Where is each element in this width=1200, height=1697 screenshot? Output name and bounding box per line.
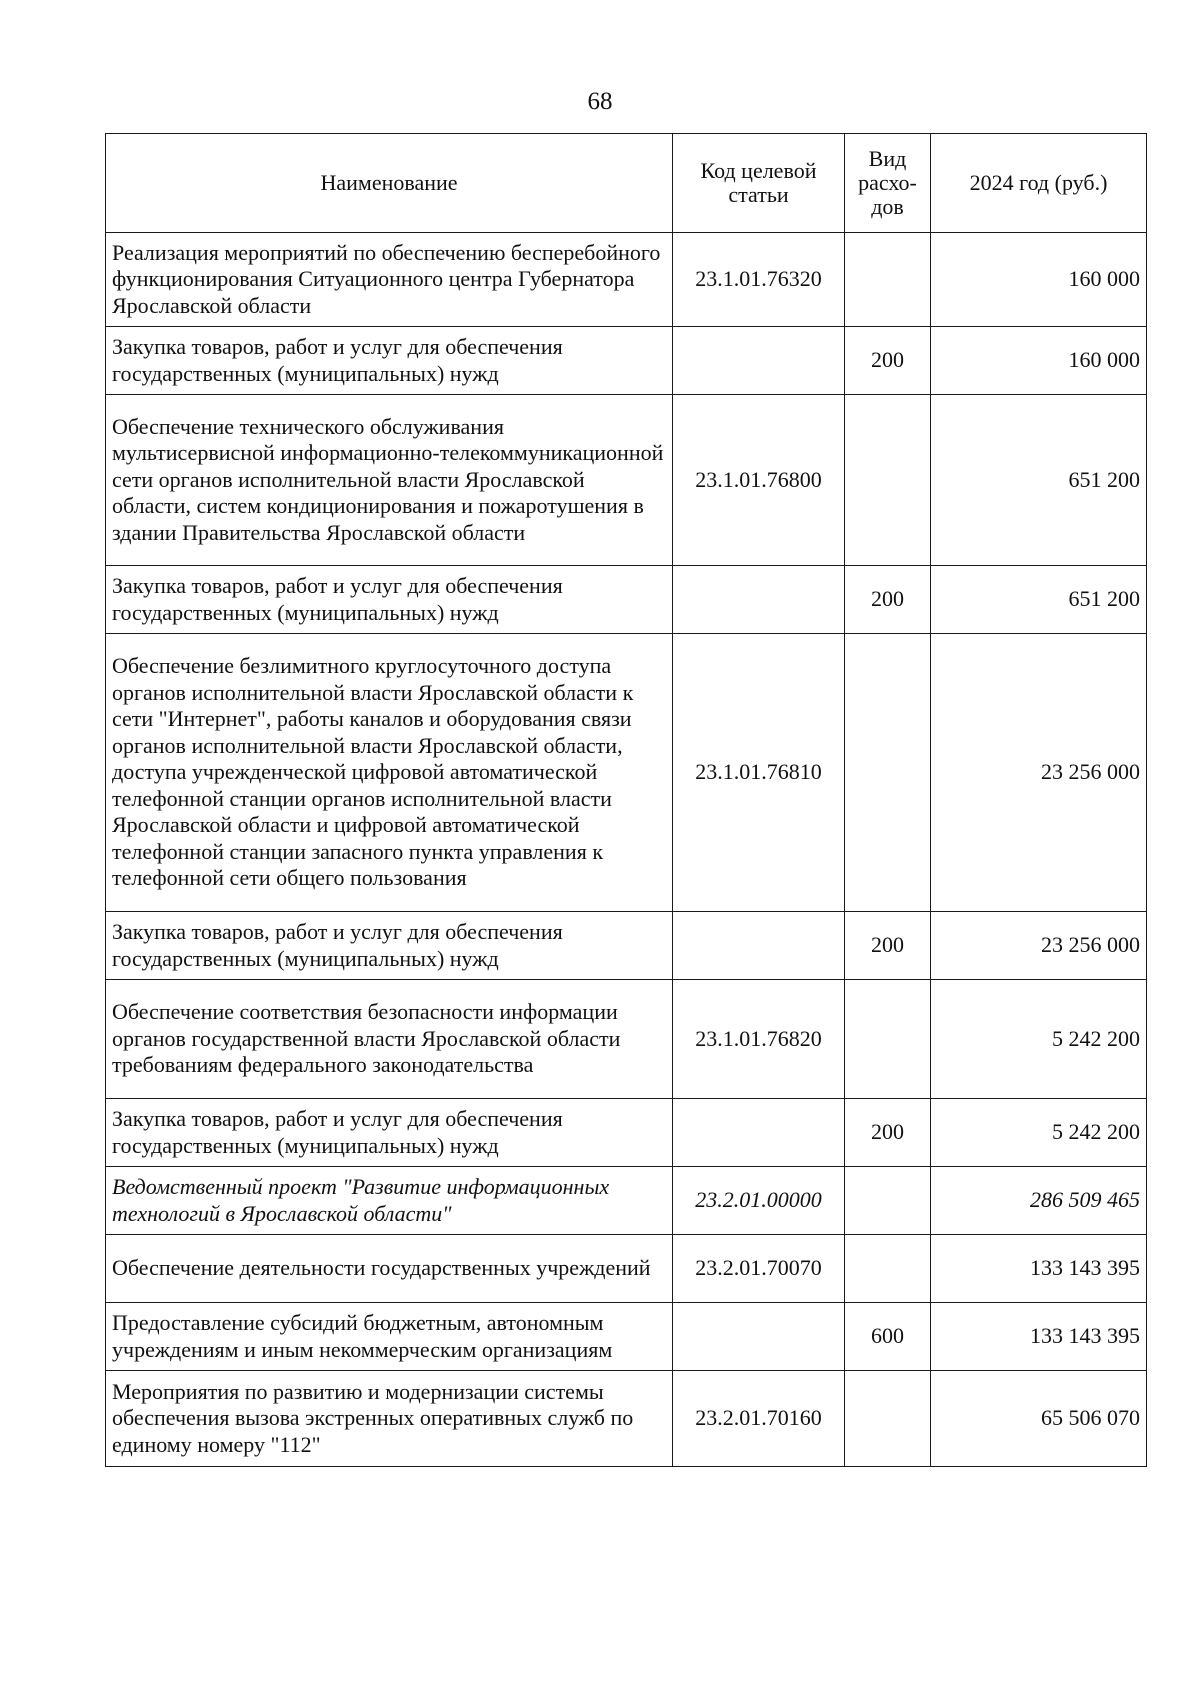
table-row — [106, 1099, 1147, 1167]
row-kind — [845, 233, 931, 327]
header-code: Код целевой статьи — [673, 134, 845, 233]
row-name: Закупка товаров, работ и услуг для обеспечения государственных (муниципальных) нужд — [106, 1099, 673, 1167]
row-name: Ведомственный проект "Развитие информационных технологий в Ярославской области" — [106, 1167, 673, 1235]
row-sum: 286 509 465 — [931, 1167, 1147, 1235]
header-name: Наименование — [106, 134, 673, 233]
row-name: Обеспечение соответствия безопасности информации органов государственной власти Ярославской области требованиям федерального законодательства — [106, 980, 673, 1099]
row-name: Обеспечение безлимитного круглосуточного доступа органов исполнительной власти Ярославской области к сети "Интернет", работы каналов и оборудования связи органов исполнительной власти Ярославской области, доступа учрежденческой цифровой автоматической телефонной станции органов исполнительной власти Ярославской области и цифровой автоматической телефонной станции запасного пункта управления к телефонной сети общего пользования — [106, 634, 673, 912]
row-sum: 23 256 000 — [931, 634, 1147, 912]
row-kind: 200 — [845, 566, 931, 634]
row-name: Закупка товаров, работ и услуг для обеспечения государственных (муниципальных) нужд — [106, 912, 673, 980]
row-code — [673, 327, 845, 395]
row-code: 23.1.01.76800 — [673, 395, 845, 566]
row-name: Мероприятия по развитию и модернизации системы обеспечения вызова экстренных оперативных служб по единому номеру "112" — [106, 1371, 673, 1467]
row-sum: 160 000 — [931, 233, 1147, 327]
row-name: Обеспечение деятельности государственных учреждений — [106, 1235, 673, 1303]
row-kind — [845, 1371, 931, 1467]
row-kind: 200 — [845, 912, 931, 980]
table-header-row — [106, 134, 1147, 233]
row-sum: 651 200 — [931, 395, 1147, 566]
row-sum: 23 256 000 — [931, 912, 1147, 980]
row-sum: 65 506 070 — [931, 1371, 1147, 1467]
table-row — [106, 912, 1147, 980]
row-sum: 133 143 395 — [931, 1303, 1147, 1371]
row-kind: 200 — [845, 1099, 931, 1167]
table-row — [106, 1303, 1147, 1371]
row-name: Реализация мероприятий по обеспечению бесперебойного функционирования Ситуационного центра Губернатора Ярославской области — [106, 233, 673, 327]
row-kind: 200 — [845, 327, 931, 395]
row-kind — [845, 634, 931, 912]
table-row — [106, 566, 1147, 634]
row-sum: 5 242 200 — [931, 980, 1147, 1099]
header-kind: Вид расхо-дов — [845, 134, 931, 233]
row-kind: 600 — [845, 1303, 931, 1371]
row-code: 23.2.01.70070 — [673, 1235, 845, 1303]
row-code — [673, 912, 845, 980]
row-code: 23.1.01.76820 — [673, 980, 845, 1099]
table-row — [106, 327, 1147, 395]
table-row — [106, 634, 1147, 912]
table-row — [106, 980, 1147, 1099]
header-sum: 2024 год (руб.) — [931, 134, 1147, 233]
row-sum: 160 000 — [931, 327, 1147, 395]
row-name: Закупка товаров, работ и услуг для обеспечения государственных (муниципальных) нужд — [106, 566, 673, 634]
row-code — [673, 1303, 845, 1371]
row-code: 23.1.01.76320 — [673, 233, 845, 327]
row-code — [673, 1099, 845, 1167]
row-sum: 5 242 200 — [931, 1099, 1147, 1167]
row-sum: 651 200 — [931, 566, 1147, 634]
table-row — [106, 1371, 1147, 1467]
row-code: 23.2.01.00000 — [673, 1167, 845, 1235]
row-name: Закупка товаров, работ и услуг для обеспечения государственных (муниципальных) нужд — [106, 327, 673, 395]
table-row — [106, 1167, 1147, 1235]
row-name: Обеспечение технического обслуживания мультисервисной информационно-телекоммуникационной сети органов исполнительной власти Ярославской области, систем кондиционирования и пожаротушения в здании Правительства Ярославской области — [106, 395, 673, 566]
table-row — [106, 233, 1147, 327]
page-number: 68 — [587, 88, 613, 115]
row-code: 23.2.01.70160 — [673, 1371, 845, 1467]
row-name: Предоставление субсидий бюджетным, автономным учреждениям и иным некоммерческим организациям — [106, 1303, 673, 1371]
row-code: 23.1.01.76810 — [673, 634, 845, 912]
table-row — [106, 1235, 1147, 1303]
table-row — [106, 395, 1147, 566]
row-kind — [845, 1235, 931, 1303]
row-sum: 133 143 395 — [931, 1235, 1147, 1303]
row-code — [673, 566, 845, 634]
row-kind — [845, 1167, 931, 1235]
budget-table — [105, 133, 1147, 1467]
row-kind — [845, 980, 931, 1099]
row-kind — [845, 395, 931, 566]
